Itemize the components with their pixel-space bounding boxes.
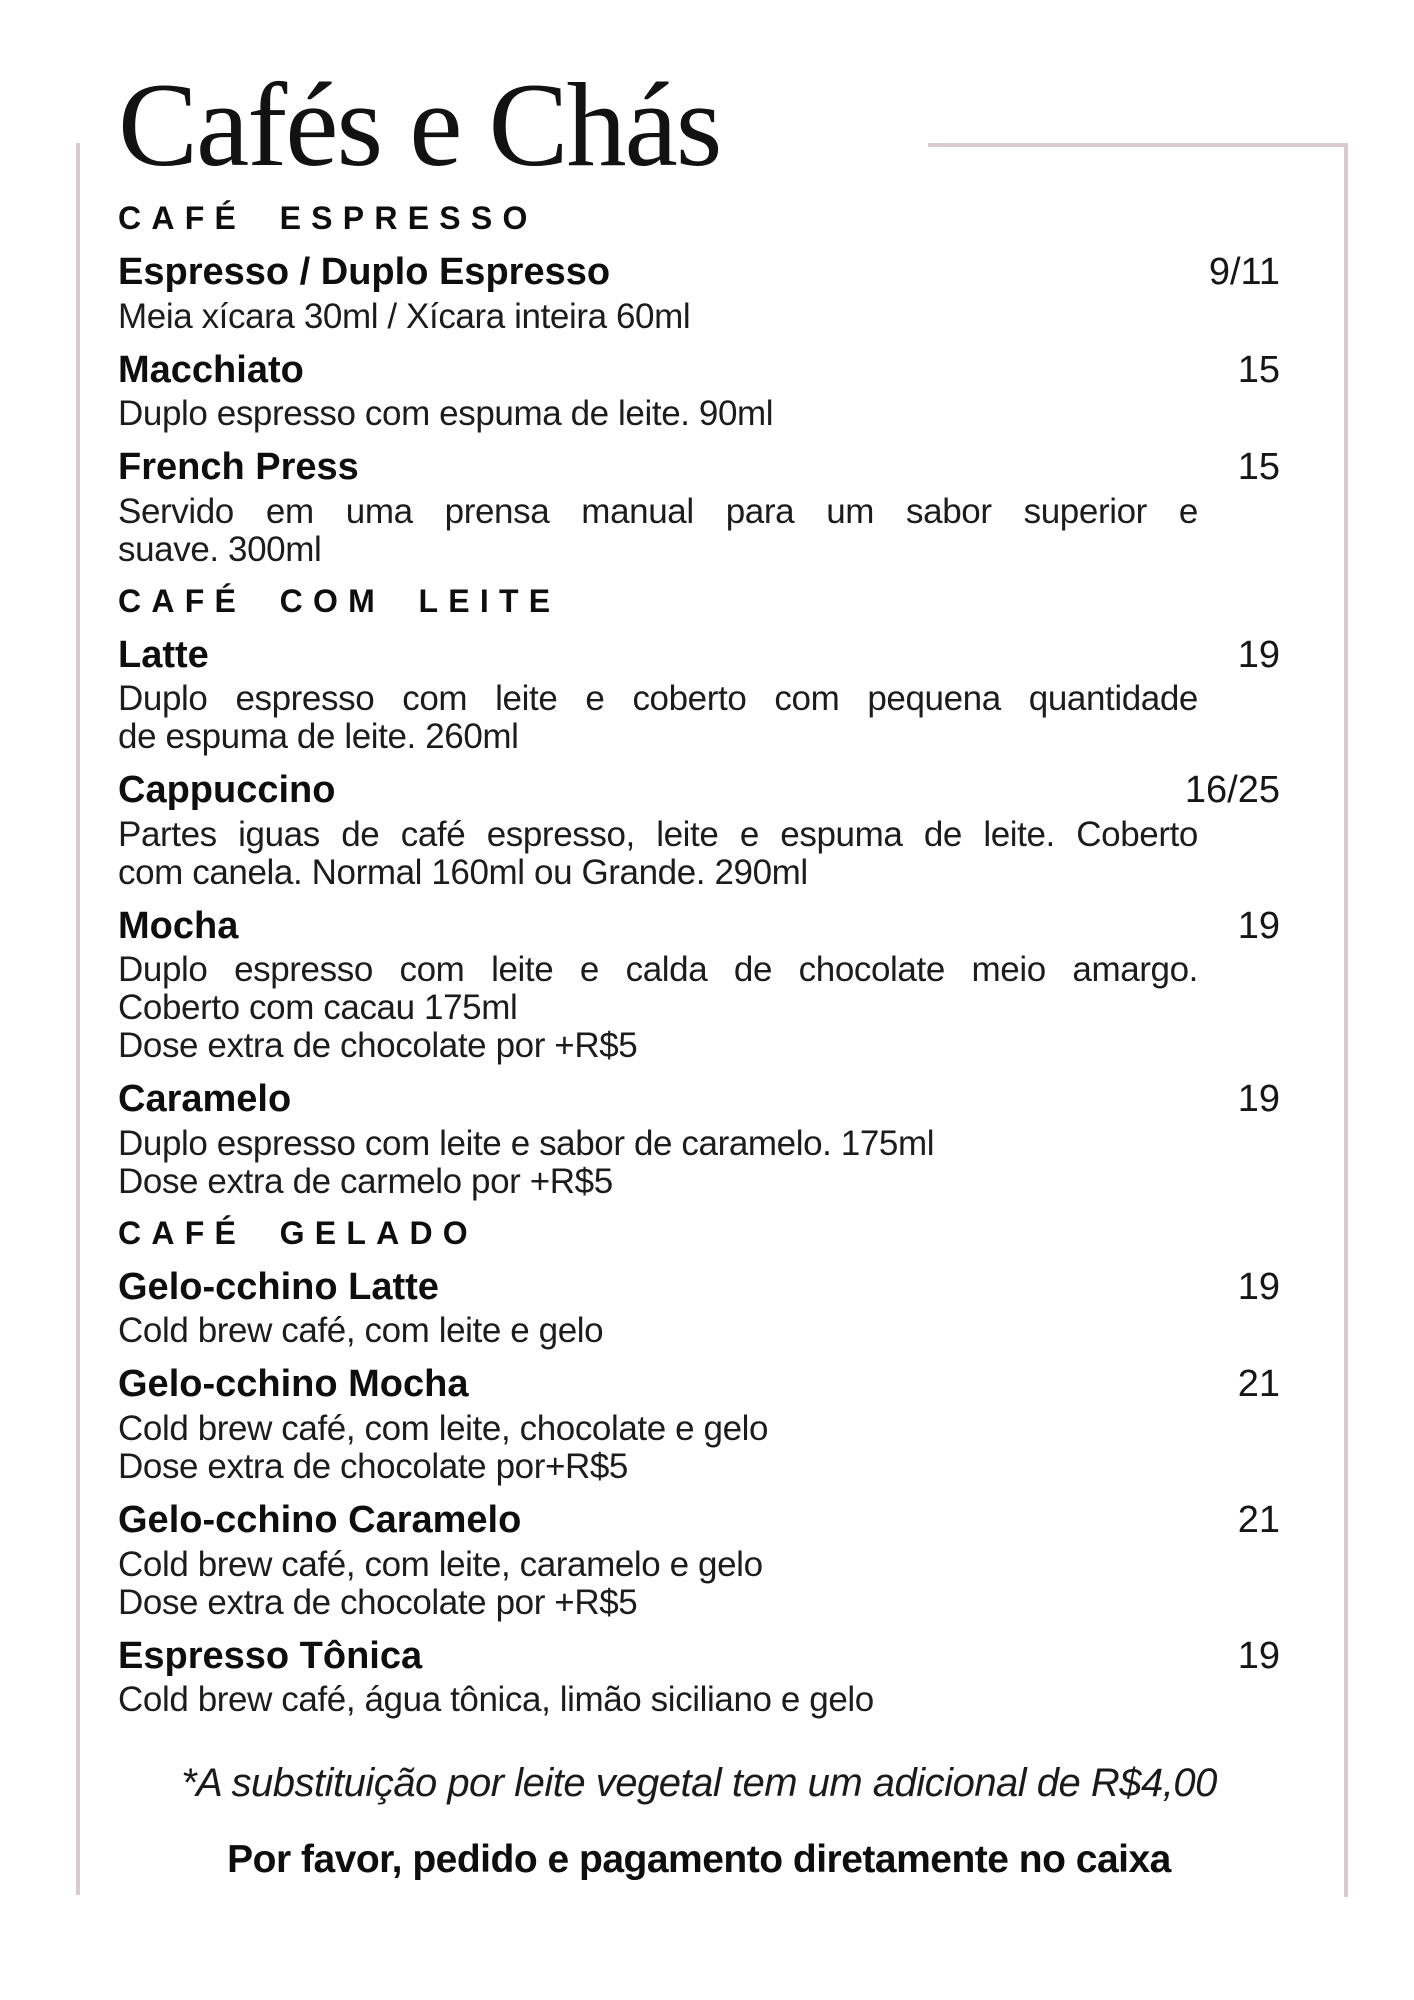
item-price: 19 — [1237, 633, 1280, 676]
item-row — [118, 904, 1280, 950]
item-description — [118, 493, 1198, 569]
item-name: French Press — [118, 446, 359, 489]
item-price: 19 — [1237, 1078, 1280, 1121]
left-accent-line — [76, 143, 80, 1895]
item-row — [118, 633, 1280, 679]
item-description — [118, 1312, 1198, 1350]
item-description-line: Meia xícara 30ml / Xícara inteira 60ml — [118, 296, 691, 336]
menu-section — [118, 1215, 1280, 1719]
item-description — [118, 1681, 1198, 1719]
menu-item — [118, 1265, 1280, 1351]
menu-item — [118, 250, 1280, 336]
item-description-line: Dose extra de chocolate por+R$5 — [118, 1446, 629, 1486]
section-heading: CAFÉ COM LEITE — [118, 582, 561, 619]
item-description-line: Cold brew café, água tônica, limão siciliano e gelo — [118, 1680, 874, 1720]
footer-note: Por favor, pedido e pagamento diretamente no caixa — [227, 1838, 1171, 1882]
item-row — [118, 768, 1280, 814]
item-description — [118, 680, 1198, 756]
item-description — [118, 816, 1198, 892]
item-description-line: Duplo espresso com leite e sabor de caramelo. 175ml — [118, 1124, 935, 1164]
item-row — [118, 1634, 1280, 1680]
item-description-line: Coberto com cacau 175ml — [118, 988, 518, 1028]
item-name: Caramelo — [118, 1078, 292, 1121]
section-items — [118, 250, 1280, 569]
item-description-line: Servido em uma prensa manual para um sabor superior e — [118, 491, 1198, 531]
item-description-line: Duplo espresso com espuma de leite. 90ml — [118, 394, 774, 434]
item-description-line: Duplo espresso com leite e coberto com pequena quantidade — [118, 679, 1198, 719]
item-price: 15 — [1237, 446, 1280, 489]
menu-item — [118, 633, 1280, 757]
menu-content — [118, 58, 1280, 1884]
item-name: Gelo-cchino Latte — [118, 1265, 439, 1308]
section-items — [118, 1265, 1280, 1719]
item-name: Mocha — [118, 904, 239, 947]
menu-section — [118, 200, 1280, 569]
right-accent-line — [1344, 143, 1348, 1897]
item-description — [118, 951, 1198, 1065]
item-price: 19 — [1237, 904, 1280, 947]
menu-item — [118, 1362, 1280, 1486]
item-description-line: Cold brew café, com leite e gelo — [118, 1311, 604, 1351]
item-name: Macchiato — [118, 348, 304, 391]
item-description-line: Cold brew café, com leite, caramelo e gelo — [118, 1544, 763, 1584]
menu-item — [118, 1634, 1280, 1720]
item-name: Espresso / Duplo Espresso — [118, 251, 611, 294]
section-heading: CAFÉ GELADO — [118, 1215, 478, 1252]
item-row — [118, 1498, 1280, 1544]
page-title: Cafés e Chás — [118, 58, 721, 191]
item-name: Cappuccino — [118, 769, 336, 812]
item-name: Gelo-cchino Caramelo — [118, 1498, 522, 1541]
item-row — [118, 1265, 1280, 1311]
menu-item — [118, 1077, 1280, 1201]
item-price: 9/11 — [1208, 251, 1280, 294]
menu-section — [118, 583, 1280, 1201]
item-description-line: Dose extra de chocolate por +R$5 — [118, 1026, 638, 1066]
item-description — [118, 1125, 1198, 1201]
menu-item — [118, 445, 1280, 569]
item-price: 16/25 — [1184, 769, 1280, 812]
item-description-line: Cold brew café, com leite, chocolate e gelo — [118, 1408, 769, 1448]
item-price: 21 — [1237, 1363, 1280, 1406]
item-description-line: Dose extra de carmelo por +R$5 — [118, 1162, 613, 1202]
item-description-line: Dose extra de chocolate por +R$5 — [118, 1582, 638, 1622]
menu-item — [118, 348, 1280, 434]
item-description-line: suave. 300ml — [118, 529, 322, 569]
item-price: 19 — [1237, 1634, 1280, 1677]
item-row — [118, 348, 1280, 394]
item-description-line: Duplo espresso com leite e calda de chocolate meio amargo. — [118, 950, 1198, 990]
item-row — [118, 1362, 1280, 1408]
item-description — [118, 1546, 1198, 1622]
item-price: 21 — [1237, 1498, 1280, 1541]
item-description — [118, 395, 1198, 433]
item-price: 19 — [1237, 1265, 1280, 1308]
item-price: 15 — [1237, 348, 1280, 391]
item-row — [118, 445, 1280, 491]
item-row — [118, 250, 1280, 296]
item-name: Espresso Tônica — [118, 1634, 423, 1677]
item-name: Gelo-cchino Mocha — [118, 1363, 469, 1406]
menu-item — [118, 768, 1280, 892]
menu-sections — [118, 200, 1280, 1719]
item-description — [118, 298, 1198, 336]
item-description-line: de espuma de leite. 260ml — [118, 717, 519, 757]
item-description — [118, 1410, 1198, 1486]
item-description-line: com canela. Normal 160ml ou Grande. 290ml — [118, 852, 808, 892]
item-row — [118, 1077, 1280, 1123]
footnote: *A substituição por leite vegetal tem um adicional de R$4,00 — [181, 1761, 1217, 1806]
section-heading: CAFÉ ESPRESSO — [118, 200, 538, 237]
menu-item — [118, 904, 1280, 1066]
item-description-line: Partes iguas de café espresso, leite e espuma de leite. Coberto — [118, 814, 1198, 854]
menu-item — [118, 1498, 1280, 1622]
item-name: Latte — [118, 633, 209, 676]
section-items — [118, 633, 1280, 1201]
